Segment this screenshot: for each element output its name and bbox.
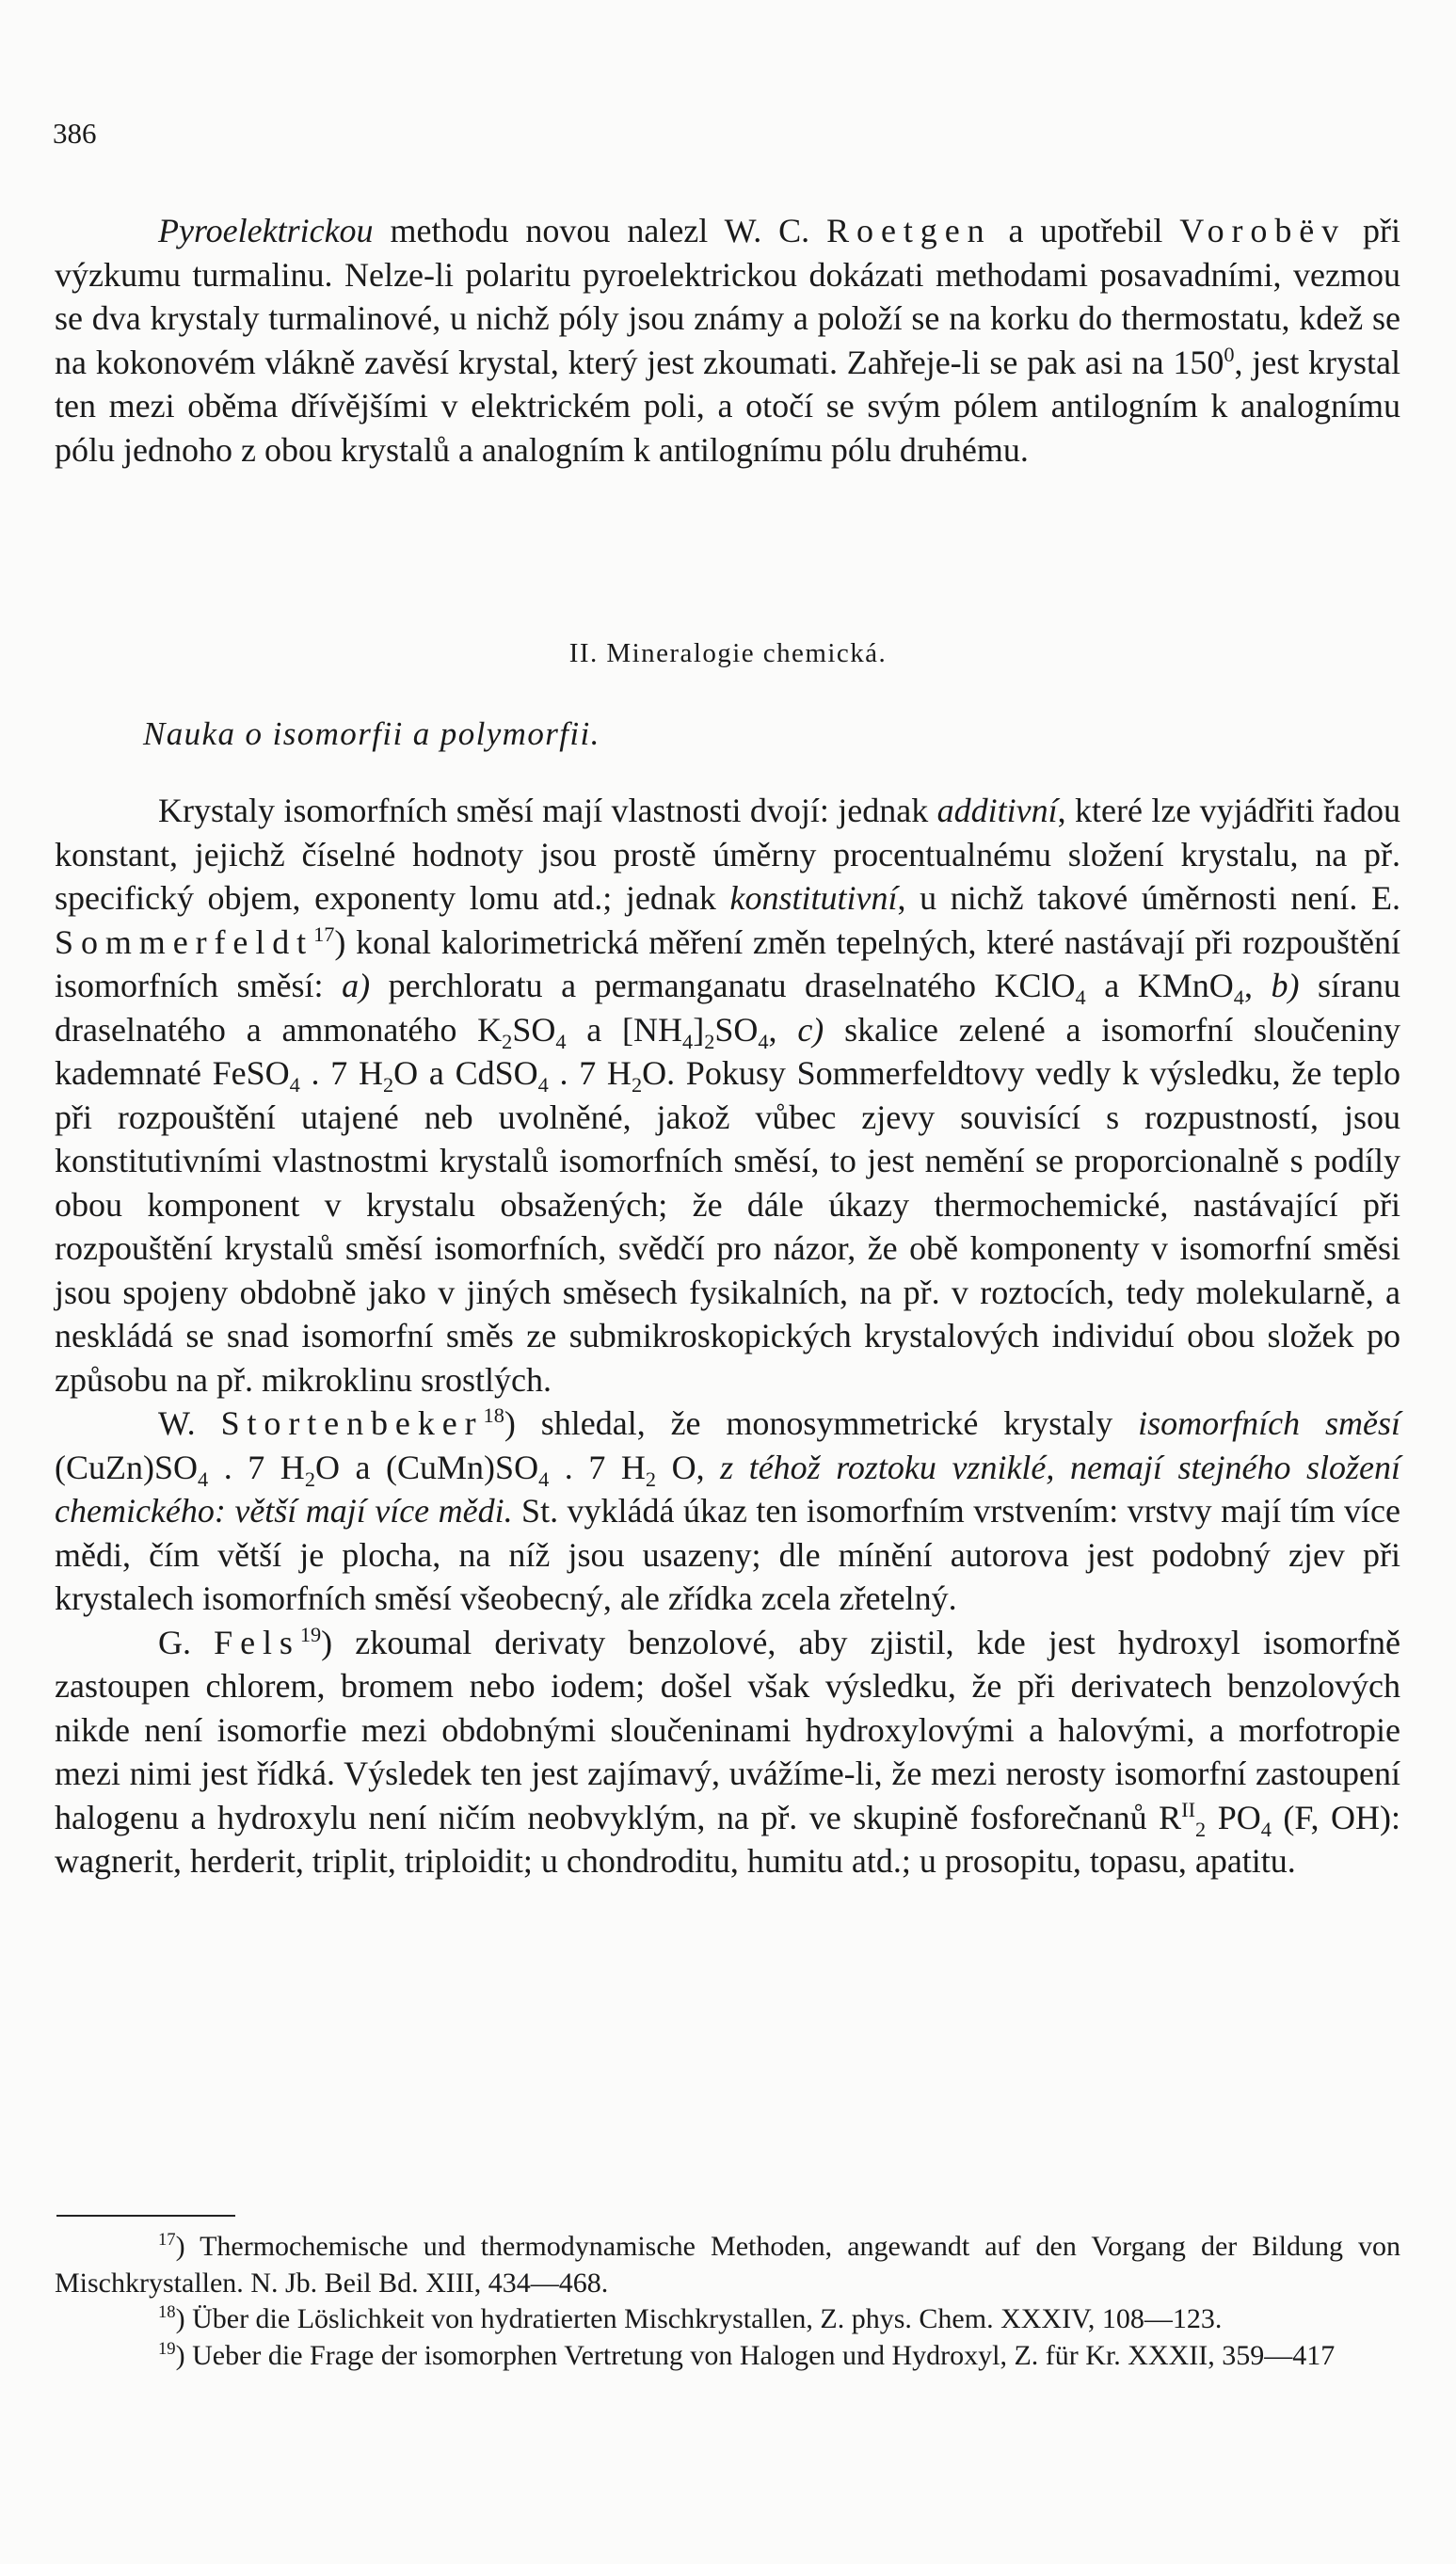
footnote-17: $^{17}$) Thermochemische und thermodynamische Methoden, angewandt auf den Vorgang der Bildung von Mischkrystallen. N. Jb. Beil Bd. XIII, 434—468. [55,2230,1400,2299]
footnote-ref: 18 [483,1403,504,1427]
author-name: Stortenbeker [220,1404,484,1442]
author-name: Vorobëv [1179,212,1347,249]
paragraph-sommerfeldt: Krystaly isomorfních směsí mají vlastnosti dvojí: jednak additivní, které lze vyjádřiti řadou konstant, jejichž číselné hodnoty jsou prostě úměrny procentualnému složení krystalu, na př. specifický objem, exponenty lomu atd.; jednak konstitutivní, u nichž takové úměrnosti není. E. Sommerfeldt$^{17}$) konal kalorimetrická měření změn tepelných, které nastávají při rozpouštění isomorfních směsí: a) perchloratu a permanganatu draselnatého KClO$_4$ a KMnO$_4$, b) síranu draselnatého a ammonatého $K_2SO_4$ a $[NH_4]_2SO_4$, c) skalice zelené a isomorfní sloučeniny kademnaté FeSO$_4$ . 7 $H_2O$ a CdSO$_4$ . 7 $H_2O$. Pokusy Sommerfeldtovy vedly k výsledku, že teplo při rozpouštění utajené neb uvolněné, jakož vůbec zjevy souvisící s rozpustností, jsou konstitutivními vlastnostmi krystalů isomorfních směsí, to jest nemění se proporcionalně s podíly obou komponent v krystalu obsažených; že dále úkazy thermochemické, nastávající při rozpouštění krystalů směsí isomorfních, svědčí pro názor, že obě komponenty v isomorfní směsi jsou spojeny obdobně jako v jiných směsech fysikalních, na př. v roztocích, tedy molekularně, a neskládá se snad isomorfní směs ze submikroskopických krystalových individuí obou složek po způsobu na př. mikroklinu srostlých. [55,792,1401,1399]
footnote-ref: 19 [299,1622,322,1646]
text-block-main [55,789,1400,1883]
footnote-19: $^{19}$) Ueber die Frage der isomorphen Vertretung von Halogen und Hydroxyl, Z. für Kr. XXXII, 359—417 [158,2338,1336,2371]
subheading: Nauka o isomorfii a polymorfii. [143,715,600,752]
footnote-18: $^{18}$) Über die Löslichkeit von hydratierten Mischkrystallen, Z. phys. Chem. XXXIV, 108—123. [158,2302,1223,2334]
footnote-ref: 17 [313,921,335,946]
text-block-top [55,209,1400,472]
footnote-divider [56,2215,235,2217]
author-name: Roetgen [826,212,992,249]
footnotes [55,2229,1400,2374]
author-name: Fels [214,1623,300,1661]
paragraph-pyroelectric: Pyroelektrickou methodu novou nalezl W. C. Roetgen a upotřebil Vorobëv při výzkumu turmalinu. Nelze-li polaritu pyroelektrickou dokázati methodami posavadními, vezmou se dva krystaly turmalinové, u nichž póly jsou známy a položí se na korku do thermostatu, kdež se na kokonovém vlákně zavěsí krystal, který jest zkoumati. Zahřeje-li se pak asi na $150^0$, jest krystal ten mezi oběma dřívějšími v elektrickém poli, a otočí se svým pólem antilogním k analognímu pólu jednoho z obou krystalů a analogním k antilognímu pólu druhému. [55,212,1400,469]
paragraph-fels: G. Fels$^{19}$) zkoumal derivaty benzolové, aby zjistil, kde jest hydroxyl isomorfně zastoupen chlorem, bromem nebo iodem; došel však výsledku, že při derivatech benzolových nikde není isomorfie mezi obdobnými sloučeninami hydroxylovými a halovými, a morfotropie mezi nimi jest řídká. Výsledek ten jest zajímavý, uvážíme-li, že mezi nerosty isomorfní zastoupení halogenu a hydroxylu není ničím neobvyklým, na př. ve skupině fosforečnanů $R^{II}_2$ $PO_4$ (F, OH): wagnerit, herderit, triplit, triploidit; u chondroditu, humitu atd.; u prosopitu, topasu, apatitu. [55,1622,1400,1880]
paragraph-stortenbeker: W. Stortenbeker$^{18}$) shledal, že monosymmetrické krystaly isomorfních směsí $(CuZn)SO_4$ . 7 $H_2O$ a $(CuMn)SO_4$ . 7 $H_2$ O, z téhož roztoku vzniklé, nemají stejného složení chemického: větší mají více mědi. St. vykládá úkaz ten isomorfním vrstvením: vrstvy mají tím více mědi, čím větší je plocha, na níž jsou usazeny; dle mínění autorova jest podobný zjev při krystalech isomorfních směsí všeobecný, ale zřídka zcela zřetelný. [55,1403,1401,1617]
section-heading: II. Mineralogie chemická. [568,638,888,668]
author-name: Sommerfeldt [55,922,314,961]
page-number: 386 [53,117,97,150]
italic-term: Pyroelektrickou [158,212,374,249]
